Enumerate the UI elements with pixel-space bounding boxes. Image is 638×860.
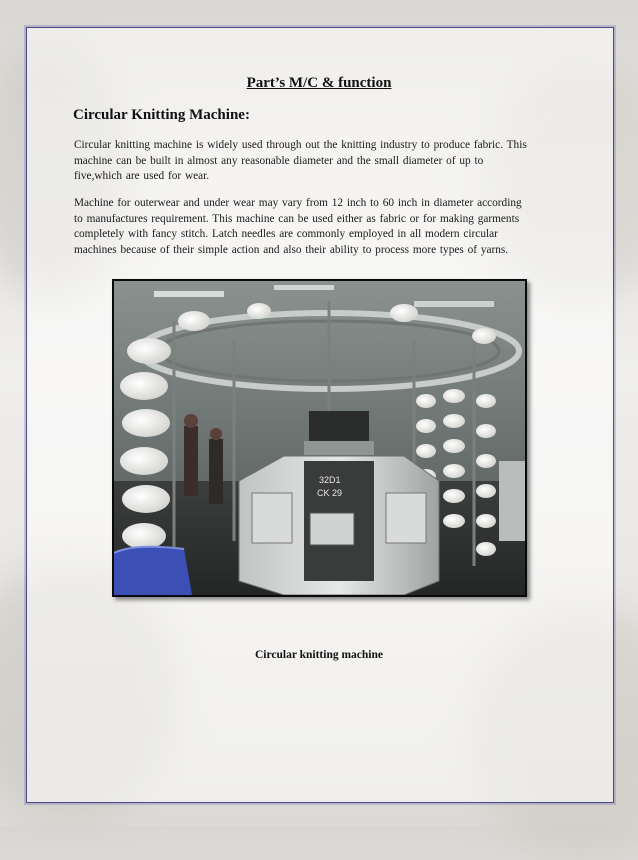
- text-line: Machine for outerwear and under wear may vary from 12 inch to 60 inch in diameter according: [74, 197, 522, 209]
- machine-label: CK 29: [317, 488, 343, 498]
- circular-knitting-machine-photo: [112, 279, 527, 597]
- text-line: completely with fancy stitch. Latch needles are commonly employed in all modern circular: [74, 228, 498, 241]
- text-line: five,which are used for wear.: [74, 170, 210, 183]
- machine-label: 32D1: [319, 475, 341, 485]
- section-heading: Circular Knitting Machine:: [73, 107, 250, 123]
- text-line: machine can be built in almost any reasonable diameter and the small diameter of up to: [74, 154, 484, 167]
- text-line: to manufactures requirement. This machine can be used either as fabric or for making garments: [74, 212, 520, 225]
- page-title: Part’s M/C & function: [246, 75, 392, 91]
- text-line: Circular knitting machine is widely used through out the knitting industry to produce fabric. This: [74, 139, 527, 151]
- paragraph-intro: [74, 138, 568, 185]
- figure-caption: Circular knitting machine: [255, 649, 383, 661]
- paragraph-details: [74, 196, 568, 258]
- text-line: machines because of their simple action and also their ability to process more types of yarns.: [74, 243, 509, 256]
